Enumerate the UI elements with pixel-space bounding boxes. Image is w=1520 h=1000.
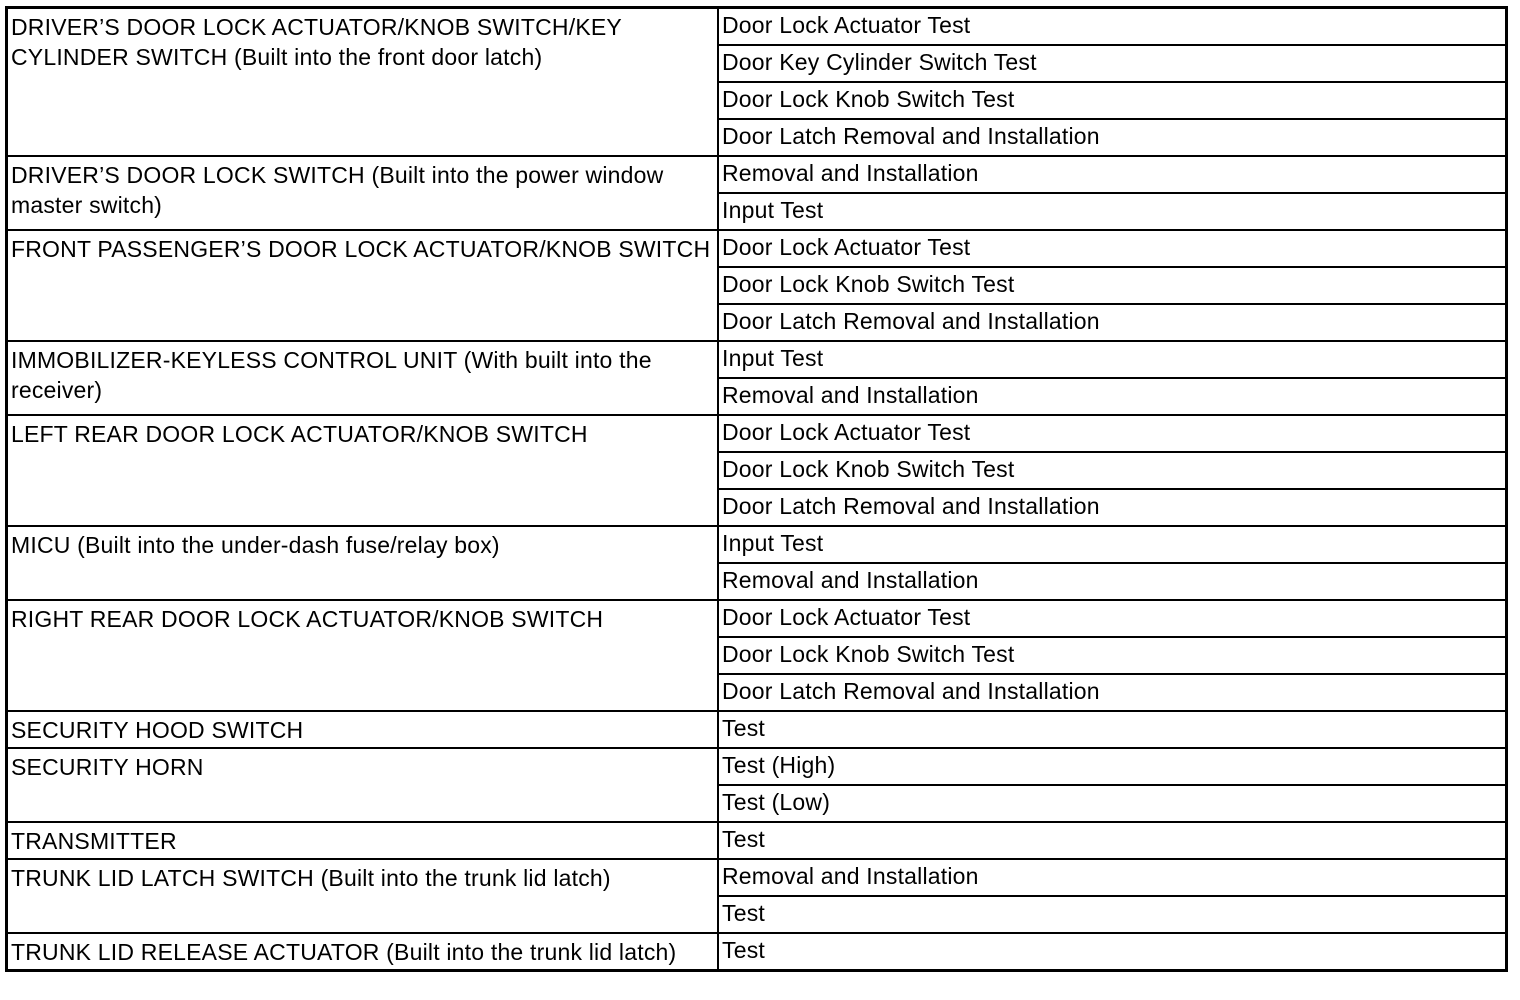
table-row: [7, 230, 1507, 267]
procedure-link[interactable]: Test: [718, 822, 1507, 859]
table-row: [7, 156, 1507, 193]
procedure-link[interactable]: Door Lock Knob Switch Test: [718, 82, 1507, 119]
procedure-link[interactable]: Door Lock Actuator Test: [718, 230, 1507, 267]
table-row: [7, 600, 1507, 637]
table-row: [7, 711, 1507, 748]
procedure-link[interactable]: Door Key Cylinder Switch Test: [718, 45, 1507, 82]
procedure-link[interactable]: Input Test: [718, 526, 1507, 563]
procedure-link[interactable]: Test: [718, 711, 1507, 748]
procedure-link[interactable]: Door Lock Actuator Test: [718, 415, 1507, 452]
procedure-link[interactable]: Input Test: [718, 193, 1507, 230]
procedure-link[interactable]: Door Latch Removal and Installation: [718, 489, 1507, 526]
procedure-link[interactable]: Removal and Installation: [718, 378, 1507, 415]
component-name-cell: IMMOBILIZER-KEYLESS CONTROL UNIT (With built into the receiver): [7, 341, 719, 415]
procedure-link[interactable]: Door Lock Knob Switch Test: [718, 267, 1507, 304]
procedure-link[interactable]: Door Latch Removal and Installation: [718, 674, 1507, 711]
component-name-cell: SECURITY HORN: [7, 748, 719, 822]
component-name-cell: DRIVER’S DOOR LOCK SWITCH (Built into the power window master switch): [7, 156, 719, 230]
table-row: [7, 415, 1507, 452]
table-row: [7, 341, 1507, 378]
procedure-link[interactable]: Door Lock Actuator Test: [718, 8, 1507, 46]
table-row: [7, 933, 1507, 971]
procedure-link[interactable]: Test (Low): [718, 785, 1507, 822]
table-row: [7, 748, 1507, 785]
table-body: [7, 8, 1507, 971]
component-name-cell: LEFT REAR DOOR LOCK ACTUATOR/KNOB SWITCH: [7, 415, 719, 526]
procedure-link[interactable]: Door Latch Removal and Installation: [718, 119, 1507, 156]
procedure-link[interactable]: Input Test: [718, 341, 1507, 378]
procedure-link[interactable]: Test: [718, 896, 1507, 933]
procedure-link[interactable]: Door Lock Knob Switch Test: [718, 452, 1507, 489]
component-name-cell: DRIVER’S DOOR LOCK ACTUATOR/KNOB SWITCH/KEY CYLINDER SWITCH (Built into the front door latch): [7, 8, 719, 157]
component-name-cell: TRUNK LID RELEASE ACTUATOR (Built into the trunk lid latch): [7, 933, 719, 971]
table-row: [7, 526, 1507, 563]
component-name-cell: FRONT PASSENGER’S DOOR LOCK ACTUATOR/KNOB SWITCH: [7, 230, 719, 341]
table-row: [7, 822, 1507, 859]
component-name-cell: MICU (Built into the under-dash fuse/relay box): [7, 526, 719, 600]
component-name-cell: RIGHT REAR DOOR LOCK ACTUATOR/KNOB SWITCH: [7, 600, 719, 711]
component-name-cell: TRANSMITTER: [7, 822, 719, 859]
component-procedure-table: [5, 6, 1508, 972]
component-name-cell: TRUNK LID LATCH SWITCH (Built into the trunk lid latch): [7, 859, 719, 933]
procedure-link[interactable]: Removal and Installation: [718, 156, 1507, 193]
table-row: [7, 859, 1507, 896]
procedure-link[interactable]: Test: [718, 933, 1507, 971]
procedure-link[interactable]: Door Lock Knob Switch Test: [718, 637, 1507, 674]
component-name-cell: SECURITY HOOD SWITCH: [7, 711, 719, 748]
procedure-link[interactable]: Test (High): [718, 748, 1507, 785]
procedure-link[interactable]: Door Latch Removal and Installation: [718, 304, 1507, 341]
procedure-link[interactable]: Door Lock Actuator Test: [718, 600, 1507, 637]
procedure-link[interactable]: Removal and Installation: [718, 859, 1507, 896]
table-row: [7, 8, 1507, 46]
procedure-link[interactable]: Removal and Installation: [718, 563, 1507, 600]
